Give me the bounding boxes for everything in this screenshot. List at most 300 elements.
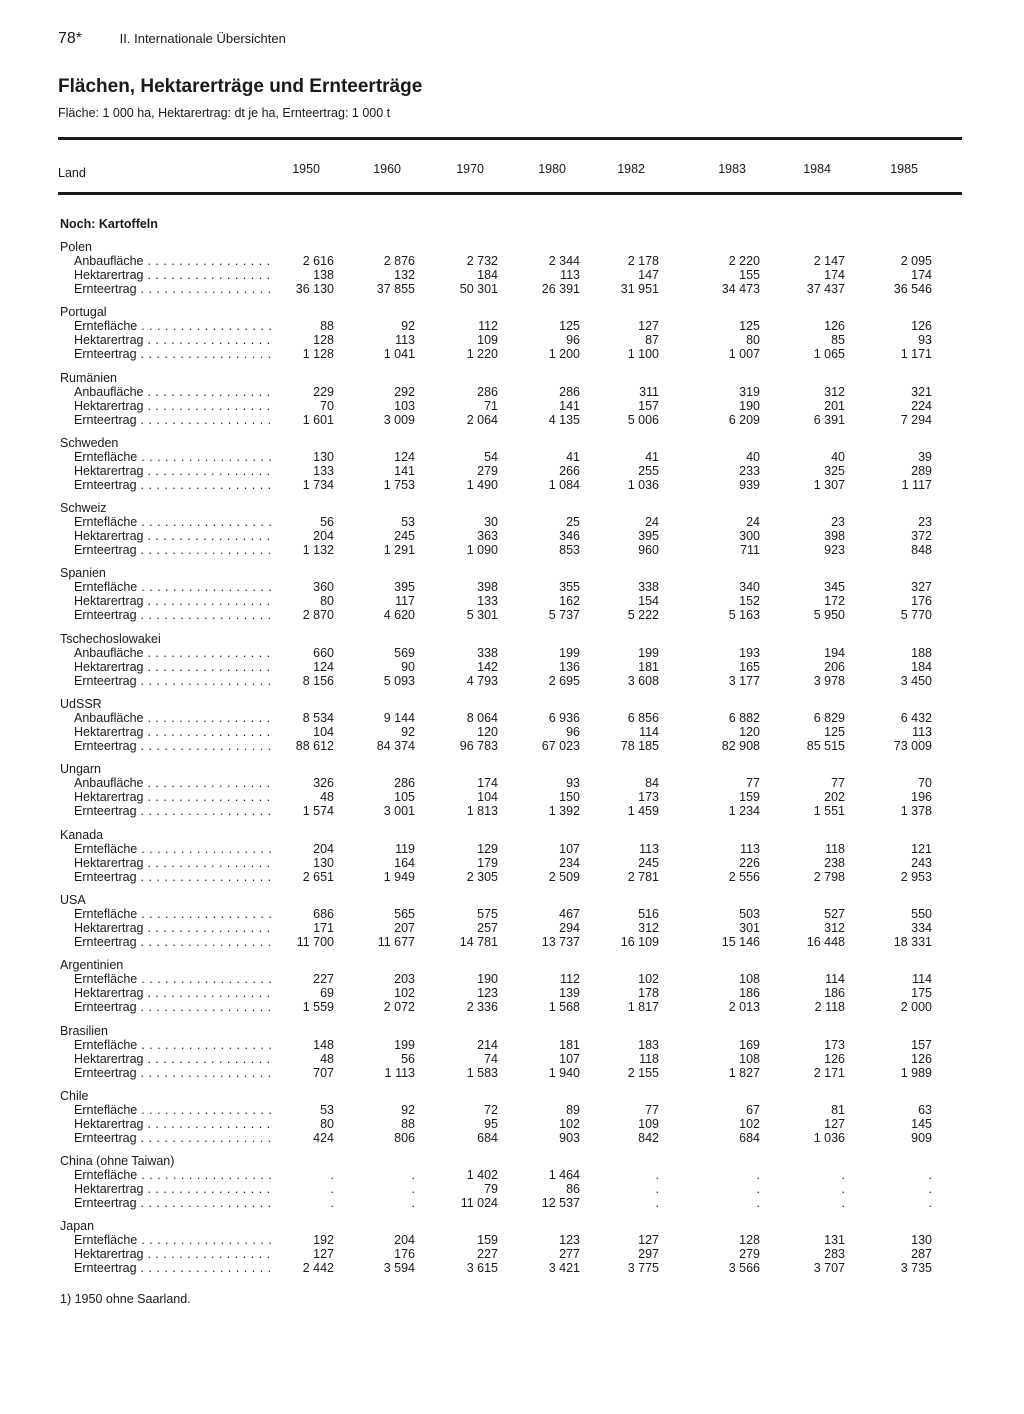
table-row — [0, 347, 1024, 361]
table-cell: 294 — [559, 920, 580, 935]
table-cell: . — [841, 1182, 845, 1197]
table-cell: 923 — [824, 543, 845, 558]
measure-label: Hektarertrag . . . — [74, 333, 274, 347]
measure-label: Anbaufläche . . . — [74, 385, 274, 399]
country-name: Polen — [60, 240, 92, 254]
measure-label: Hektarertrag . . . — [74, 1117, 274, 1131]
column-header-year: 1950 — [292, 162, 320, 176]
table-cell: 301 — [739, 920, 760, 935]
table-cell: 30 — [484, 515, 498, 530]
table-cell: 300 — [739, 529, 760, 544]
table-row — [0, 646, 1024, 660]
table-cell: 2 072 — [383, 1000, 415, 1015]
table-cell: 186 — [824, 986, 845, 1001]
table-cell: 96 — [566, 333, 580, 348]
measure-label: Ernteertrag . . . — [74, 608, 274, 622]
column-header-year: 1970 — [456, 162, 484, 176]
table-cell: 12 537 — [541, 1196, 580, 1211]
footnote: 1) 1950 ohne Saarland. — [60, 1292, 191, 1306]
table-cell: 178 — [638, 986, 659, 1001]
table-cell: 11 677 — [377, 934, 415, 949]
table-cell: 121 — [911, 841, 932, 856]
table-cell: 104 — [313, 725, 334, 740]
table-cell: 1 989 — [900, 1065, 932, 1080]
table-row — [0, 254, 1024, 268]
table-cell: 395 — [394, 580, 415, 595]
table-cell: 36 130 — [295, 282, 334, 296]
table-cell: 159 — [477, 1233, 498, 1248]
table-cell: 6 432 — [900, 711, 932, 726]
country-name: Spanien — [60, 566, 106, 581]
country-name: Schweiz — [60, 501, 107, 516]
table-cell: 181 — [638, 659, 659, 674]
table-cell: 39 — [918, 449, 932, 464]
table-cell: 3 978 — [813, 673, 845, 688]
table-cell: 4 135 — [548, 412, 580, 427]
table-cell: 34 473 — [721, 282, 760, 296]
measure-label: Anbaufläche . . . — [74, 254, 274, 268]
table-row — [0, 870, 1024, 884]
table-row — [0, 739, 1024, 753]
table-cell: 372 — [911, 529, 932, 544]
table-cell: 325 — [824, 463, 845, 478]
table-row — [0, 1233, 1024, 1247]
table-cell: . — [841, 1196, 845, 1211]
table-cell: 192 — [313, 1233, 334, 1248]
measure-label: Ernteertrag . . . — [74, 347, 274, 361]
table-cell: 159 — [739, 790, 760, 805]
measure-label: Erntefläche . . . — [74, 972, 274, 986]
table-row — [0, 464, 1024, 478]
table-cell: 1 813 — [466, 804, 498, 819]
table-row — [0, 333, 1024, 347]
table-cell: 78 185 — [620, 739, 659, 754]
measure-label: Ernteertrag . . . — [74, 1196, 274, 1210]
table-cell: 7 294 — [900, 412, 932, 427]
table-cell: 102 — [739, 1116, 760, 1131]
table-cell: 289 — [911, 463, 932, 478]
table-cell: 326 — [313, 776, 334, 791]
measure-label: Ernteertrag . . . — [74, 870, 274, 884]
measure-label: Anbaufläche . . . — [74, 646, 274, 660]
table-cell: 199 — [394, 1037, 415, 1052]
table-cell: 257 — [477, 920, 498, 935]
table-cell: 183 — [638, 1037, 659, 1052]
table-cell: 660 — [313, 645, 334, 660]
table-cell: 1 036 — [627, 477, 659, 492]
table-cell: 113 — [639, 841, 659, 856]
measure-label: Hektarertrag . . . — [74, 1247, 274, 1261]
table-cell: 84 — [645, 776, 659, 791]
table-cell: 243 — [911, 855, 932, 870]
table-cell: 2 305 — [466, 869, 498, 884]
column-header-year: 1983 — [718, 162, 746, 176]
table-cell: 48 — [320, 1051, 334, 1066]
table-cell: 360 — [313, 580, 334, 595]
country-name: UdSSR — [60, 697, 102, 712]
table-cell: 327 — [911, 580, 932, 595]
table-cell: . — [841, 1168, 845, 1183]
table-cell: 2 178 — [627, 254, 659, 268]
table-cell: 1 132 — [302, 543, 334, 558]
table-cell: 193 — [739, 645, 760, 660]
table-row — [0, 907, 1024, 921]
table-cell: 96 — [566, 725, 580, 740]
table-cell: 131 — [824, 1233, 845, 1248]
table-cell: . — [411, 1182, 415, 1197]
table-cell: 16 109 — [620, 934, 659, 949]
table-cell: . — [411, 1168, 415, 1183]
table-cell: 569 — [394, 645, 415, 660]
table-cell: 18 331 — [893, 934, 932, 949]
table-row — [0, 450, 1024, 464]
table-row — [0, 478, 1024, 492]
table-cell: 114 — [912, 972, 932, 987]
country-group — [0, 762, 1024, 827]
table-cell: 2 344 — [548, 254, 580, 268]
table-cell: 312 — [638, 920, 659, 935]
table-cell: 123 — [559, 1233, 580, 1248]
table-cell: 321 — [911, 384, 932, 399]
table-cell: 37 437 — [806, 282, 845, 296]
table-cell: 467 — [559, 906, 580, 921]
table-cell: 171 — [313, 920, 334, 935]
table-cell: 73 009 — [893, 739, 932, 754]
table-cell: 292 — [394, 384, 415, 399]
country-group — [0, 958, 1024, 1023]
table-cell: 1 200 — [548, 347, 580, 362]
country-name: Schweden — [60, 435, 119, 450]
top-rule — [58, 137, 962, 140]
table-row — [0, 1117, 1024, 1131]
table-cell: . — [928, 1182, 932, 1197]
table-cell: 36 546 — [893, 282, 932, 296]
table-cell: 1 734 — [302, 477, 334, 492]
table-cell: 2 556 — [728, 869, 760, 884]
measure-label: Anbaufläche . . . — [74, 776, 274, 790]
table-cell: 226 — [739, 855, 760, 870]
table-cell: 152 — [739, 594, 760, 609]
table-cell: 2 013 — [728, 1000, 760, 1015]
table-cell: 70 — [320, 398, 334, 413]
table-cell: 2 064 — [466, 412, 498, 427]
table-cell: . — [756, 1196, 760, 1211]
table-cell: 40 — [746, 449, 760, 464]
table-cell: 88 — [320, 319, 334, 334]
table-cell: 279 — [477, 463, 498, 478]
table-cell: 2 651 — [302, 869, 334, 884]
measure-label: Ernteertrag . . . — [74, 1066, 274, 1080]
table-cell: 129 — [477, 841, 498, 856]
table-cell: 90 — [401, 659, 415, 674]
measure-label: Hektarertrag . . . — [74, 725, 274, 739]
table-cell: 93 — [918, 333, 932, 348]
table-cell: . — [655, 1182, 659, 1197]
table-cell: 109 — [477, 333, 498, 348]
measure-label: Ernteertrag . . . — [74, 282, 274, 296]
table-cell: 2 220 — [728, 254, 760, 268]
column-header-year: 1960 — [373, 162, 401, 176]
table-cell: 53 — [320, 1102, 334, 1117]
table-cell: 85 515 — [806, 739, 845, 754]
table-cell: 395 — [638, 529, 659, 544]
table-row — [0, 1066, 1024, 1080]
table-cell: 11 700 — [296, 934, 334, 949]
country-name: Chile — [60, 1088, 89, 1103]
table-cell: 234 — [559, 855, 580, 870]
table-row — [0, 580, 1024, 594]
table-cell: 1 559 — [302, 1000, 334, 1015]
measure-label: Hektarertrag . . . — [74, 464, 274, 478]
table-cell: 114 — [639, 725, 659, 740]
table-cell: 245 — [394, 529, 415, 544]
table-cell: 113 — [740, 841, 760, 856]
table-cell: 363 — [477, 529, 498, 544]
table-cell: 283 — [824, 1247, 845, 1262]
table-cell: 165 — [739, 659, 760, 674]
table-cell: 1 583 — [466, 1065, 498, 1080]
table-cell: 2 442 — [302, 1261, 334, 1276]
table-cell: 2 953 — [900, 869, 932, 884]
table-cell: 227 — [313, 972, 334, 987]
table-cell: 114 — [825, 972, 845, 987]
table-cell: 1 827 — [728, 1065, 760, 1080]
measure-label: Erntefläche . . . — [74, 907, 274, 921]
table-cell: 127 — [313, 1247, 334, 1262]
table-cell: 127 — [638, 319, 659, 334]
table-cell: 132 — [394, 268, 415, 282]
table-cell: 162 — [559, 594, 580, 609]
table-cell: 5 301 — [466, 608, 498, 623]
table-cell: 1 601 — [302, 412, 334, 427]
table-row — [0, 1247, 1024, 1261]
table-cell: 109 — [638, 1116, 659, 1131]
country-name: Rumänien — [60, 370, 117, 385]
table-cell: 56 — [320, 515, 334, 530]
table-cell: 164 — [394, 855, 415, 870]
table-cell: 903 — [559, 1130, 580, 1145]
table-cell: 199 — [559, 645, 580, 660]
table-cell: 5 770 — [900, 608, 932, 623]
table-cell: 2 000 — [900, 1000, 932, 1015]
table-cell: . — [411, 1196, 415, 1211]
table-row — [0, 711, 1024, 725]
measure-label: Hektarertrag . . . — [74, 399, 274, 413]
table-cell: 684 — [477, 1130, 498, 1145]
table-cell: 2 695 — [548, 673, 580, 688]
table-cell: 1 220 — [466, 347, 498, 362]
table-row — [0, 986, 1024, 1000]
table-cell: 133 — [477, 594, 498, 609]
measure-label: Ernteertrag . . . — [74, 935, 274, 949]
measure-label: Erntefläche . . . — [74, 1168, 274, 1182]
table-cell: 102 — [638, 972, 659, 987]
table-cell: 113 — [395, 333, 415, 348]
measure-label: Ernteertrag . . . — [74, 674, 274, 688]
table-cell: 3 707 — [813, 1261, 845, 1276]
table-cell: 174 — [477, 776, 498, 791]
table-cell: . — [756, 1182, 760, 1197]
table-cell: 398 — [824, 529, 845, 544]
page-number: 78* — [58, 30, 83, 47]
table-cell: 24 — [645, 515, 659, 530]
table-cell: 224 — [911, 398, 932, 413]
table-cell: 319 — [739, 384, 760, 399]
table-cell: 154 — [638, 594, 659, 609]
table-cell: 11 024 — [460, 1196, 498, 1211]
table-cell: 117 — [395, 594, 415, 609]
table-cell: 190 — [477, 972, 498, 987]
measure-label: Erntefläche . . . — [74, 580, 274, 594]
table-cell: 2 147 — [813, 254, 845, 268]
table-cell: 6 829 — [813, 711, 845, 726]
measure-label: Hektarertrag . . . — [74, 921, 274, 935]
table-cell: 5 093 — [383, 673, 415, 688]
table-cell: 286 — [477, 384, 498, 399]
table-cell: 102 — [559, 1116, 580, 1131]
table-cell: 95 — [484, 1116, 498, 1131]
table-cell: 1 171 — [900, 347, 932, 362]
table-cell: 80 — [320, 1116, 334, 1131]
table-cell: 338 — [477, 645, 498, 660]
table-cell: 108 — [739, 1051, 760, 1066]
table-cell: 31 951 — [620, 282, 659, 296]
country-name: Brasilien — [60, 1023, 108, 1038]
table-cell: 79 — [484, 1182, 498, 1197]
table-cell: 175 — [911, 986, 932, 1001]
table-cell: 338 — [638, 580, 659, 595]
table-cell: 1 090 — [466, 543, 498, 558]
table-cell: 157 — [638, 398, 659, 413]
measure-label: Hektarertrag . . . — [74, 529, 274, 543]
table-cell: 130 — [313, 449, 334, 464]
table-cell: 120 — [477, 725, 498, 740]
table-cell: 194 — [824, 645, 845, 660]
table-row — [0, 842, 1024, 856]
table-cell: 176 — [911, 594, 932, 609]
table-cell: 118 — [825, 841, 845, 856]
table-cell: 286 — [559, 384, 580, 399]
table-row — [0, 1103, 1024, 1117]
table-row — [0, 529, 1024, 543]
table-cell: 233 — [739, 463, 760, 478]
table-cell: 1 007 — [728, 347, 760, 362]
table-cell: 88 — [401, 1116, 415, 1131]
table-cell: 174 — [824, 268, 845, 282]
table-cell: 128 — [739, 1233, 760, 1248]
table-cell: 125 — [739, 319, 760, 334]
table-cell: 287 — [911, 1247, 932, 1262]
table-row — [0, 790, 1024, 804]
table-cell: 842 — [638, 1130, 659, 1145]
country-name: Ungarn — [60, 762, 101, 777]
measure-label: Hektarertrag . . . — [74, 594, 274, 608]
table-cell: 5 163 — [728, 608, 760, 623]
measure-label: Hektarertrag . . . — [74, 856, 274, 870]
country-group — [0, 697, 1024, 762]
table-cell: 2 171 — [813, 1065, 845, 1080]
table-cell: 173 — [638, 790, 659, 805]
table-cell: 41 — [566, 449, 580, 464]
table-cell: 4 793 — [466, 673, 498, 688]
table-cell: 575 — [477, 906, 498, 921]
table-cell: 312 — [824, 920, 845, 935]
table-cell: 207 — [394, 920, 415, 935]
page-header — [58, 30, 286, 48]
table-cell: . — [655, 1168, 659, 1183]
table-cell: 286 — [394, 776, 415, 791]
table-cell: 3 450 — [900, 673, 932, 688]
table-cell: 155 — [739, 268, 760, 282]
table-cell: . — [330, 1196, 334, 1211]
table-cell: 245 — [638, 855, 659, 870]
table-row — [0, 804, 1024, 818]
table-cell: 853 — [559, 543, 580, 558]
table-cell: 6 882 — [728, 711, 760, 726]
table-cell: 5 006 — [627, 412, 659, 427]
table-cell: 77 — [746, 776, 760, 791]
table-cell: 125 — [824, 725, 845, 740]
data-table — [0, 240, 1024, 1285]
table-cell: 142 — [477, 659, 498, 674]
table-cell: 92 — [401, 725, 415, 740]
table-cell: 1 949 — [383, 869, 415, 884]
header-rule — [58, 192, 962, 195]
table-row — [0, 660, 1024, 674]
table-cell: 2 616 — [302, 254, 334, 268]
country-group — [0, 1154, 1024, 1219]
table-cell: 126 — [911, 1051, 932, 1066]
table-cell: 8 534 — [302, 711, 334, 726]
table-cell: 204 — [313, 841, 334, 856]
table-cell: 56 — [401, 1051, 415, 1066]
table-cell: 169 — [739, 1037, 760, 1052]
table-cell: 112 — [478, 319, 498, 334]
table-cell: 279 — [739, 1247, 760, 1262]
table-row — [0, 608, 1024, 622]
country-group — [0, 1089, 1024, 1154]
table-row — [0, 1038, 1024, 1052]
table-cell: 123 — [477, 986, 498, 1001]
table-cell: 48 — [320, 790, 334, 805]
table-cell: 398 — [477, 580, 498, 595]
table-cell: 50 301 — [459, 282, 498, 296]
table-row — [0, 972, 1024, 986]
table-cell: . — [330, 1182, 334, 1197]
measure-label: Ernteertrag . . . — [74, 739, 274, 753]
measure-label: Anbaufläche . . . — [74, 711, 274, 725]
measure-label: Hektarertrag . . . — [74, 790, 274, 804]
table-cell: 6 391 — [813, 412, 845, 427]
table-cell: 277 — [559, 1247, 580, 1262]
table-cell: 141 — [394, 463, 415, 478]
table-cell: 2 798 — [813, 869, 845, 884]
table-cell: 37 855 — [376, 282, 415, 296]
table-cell: 3 001 — [383, 804, 415, 819]
table-cell: 1 378 — [900, 804, 932, 819]
table-cell: 2 336 — [466, 1000, 498, 1015]
table-cell: 87 — [645, 333, 659, 348]
country-group — [0, 240, 1024, 305]
country-group — [0, 501, 1024, 566]
table-cell: 86 — [566, 1182, 580, 1197]
table-cell: 334 — [911, 920, 932, 935]
measure-label: Erntefläche . . . — [74, 450, 274, 464]
table-cell: 1 551 — [813, 804, 845, 819]
table-cell: 2 781 — [627, 869, 659, 884]
table-cell: 229 — [313, 384, 334, 399]
table-row — [0, 776, 1024, 790]
